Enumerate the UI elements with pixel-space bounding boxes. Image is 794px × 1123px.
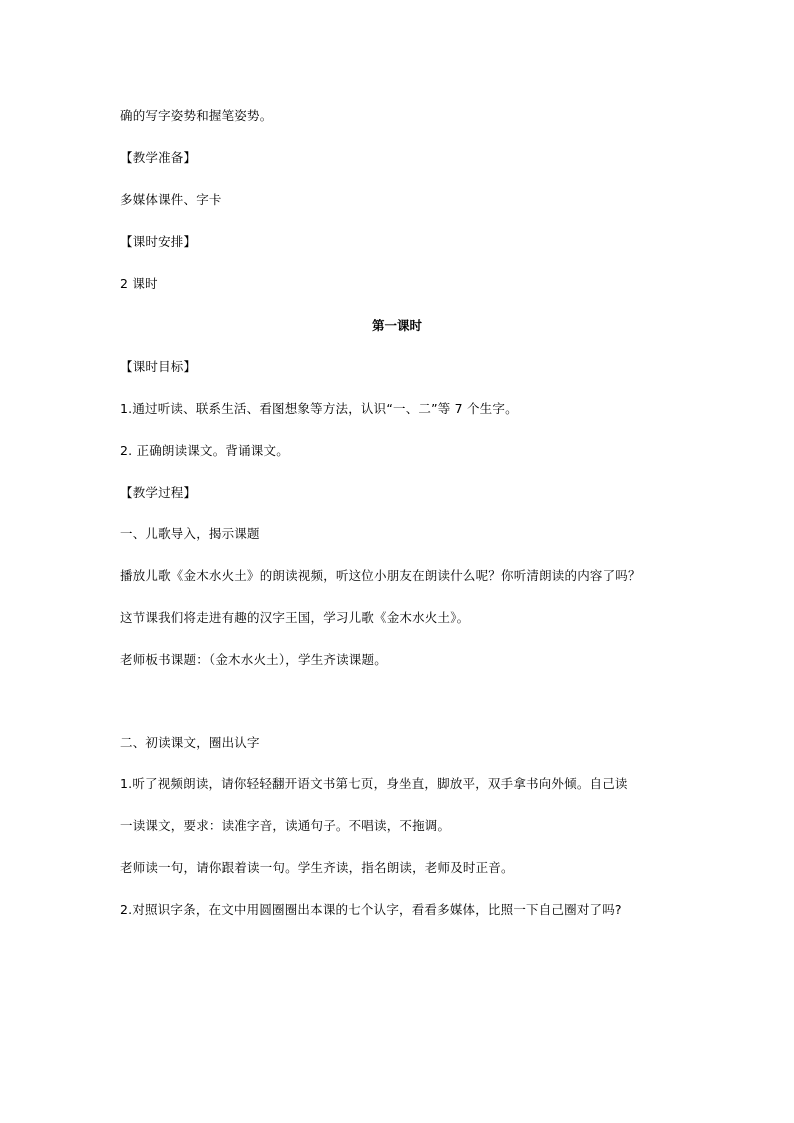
lesson-heading: 第一课时: [371, 318, 422, 333]
section-label-objectives: 【课时目标】: [120, 359, 197, 374]
paragraph-listen-read: 1.听了视频朗读，请你轻轻翻开语文书第七页，身坐直，脚放平，双手拿书向外倾。自己读: [120, 776, 628, 791]
paragraph-play-song: 播放儿歌《金木水火土》的朗读视频，听这位小朋友在朗读什么呢？你听清朗读的内容了吗？: [120, 568, 641, 583]
paragraph-requirements: 一读课文，要求：读准字音，读通句子。不唱读，不拖调。: [120, 818, 451, 833]
step-heading-1: 一、儿歌导入，揭示课题: [120, 526, 260, 541]
paragraph-circle-words: 2.对照识字条，在文中用圆圈圈出本课的七个认字，看看多媒体，比照一下自己圈对了吗?: [120, 902, 622, 917]
paragraph-board-title: 老师板书课题：（金木水火土），学生齐读课题。: [120, 652, 387, 667]
step-heading-2: 二、初读课文，圈出认字: [120, 735, 260, 750]
paragraph-intro: 这节课我们将走进有趣的汉字王国，学习儿歌《金木水火土》。: [120, 610, 470, 625]
section-label-teaching-preparation: 【教学准备】: [120, 150, 197, 165]
paragraph-follow-read: 老师读一句，请你跟着读一句。学生齐读，指名朗读，老师及时正音。: [120, 860, 514, 875]
paragraph-lesson-count: 2 课时: [120, 276, 158, 291]
objective-item-1: 1.通过听读、联系生活、看图想象等方法，认识“一、二”等 7 个生字。: [120, 401, 518, 416]
paragraph-materials: 多媒体课件、字卡: [120, 192, 222, 207]
objective-item-2: 2. 正确朗读课文。背诵课文。: [120, 443, 289, 458]
section-label-schedule: 【课时安排】: [120, 234, 197, 249]
paragraph-writing-posture: 确的写字姿势和握笔姿势。: [120, 108, 273, 123]
section-label-process: 【教学过程】: [120, 485, 197, 500]
